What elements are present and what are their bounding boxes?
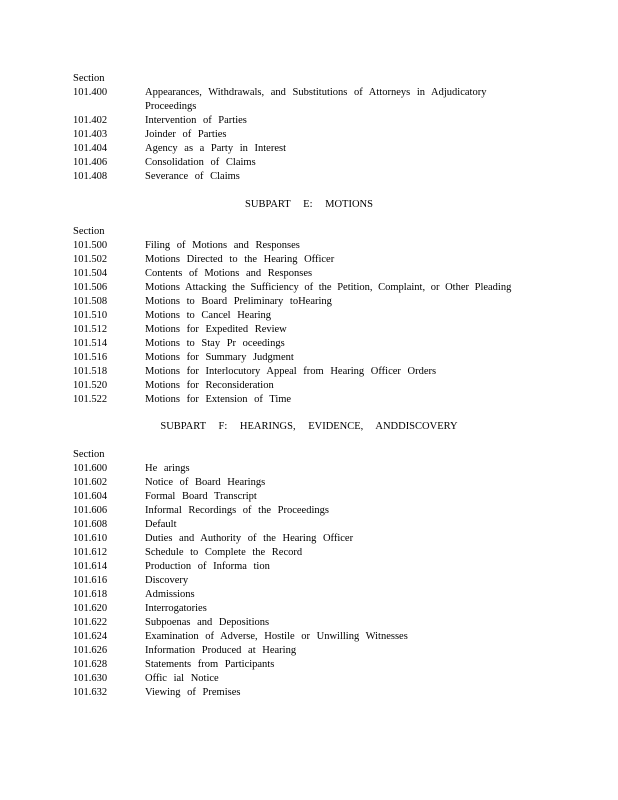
list-item [73,142,543,156]
section-title: Subpoenas and Depositions [145,617,270,628]
list-item [73,128,543,142]
section-title: Motions for Interlocutory Appeal from Hearing Officer Orders [145,366,437,377]
list-item [73,658,543,672]
section-title: Motions to Board Preliminary toHearing [145,296,332,307]
section-number: 101.518 [73,366,108,377]
list-item [73,588,543,602]
section-column-label: Section [73,449,105,460]
section-title: Interrogatories [145,603,207,614]
section-number: 101.614 [73,561,108,572]
section-title: Motions Attacking the Sufficiency of the Petition, Complaint, or Other Pleading [145,282,512,293]
section-number: 101.522 [73,394,108,405]
section-number: 101.408 [73,171,108,182]
section-number: 101.514 [73,338,108,349]
section-title: Joinder of Parties [145,129,227,140]
section-number: 101.512 [73,324,108,335]
section-number: 101.520 [73,380,108,391]
list-item [73,156,543,170]
section-title: Admissions [145,589,195,600]
section-number: 101.616 [73,575,108,586]
section-title: He arings [145,463,190,474]
section-number: 101.618 [73,589,108,600]
section-number: 101.602 [73,477,108,488]
section-number: 101.624 [73,631,108,642]
section-title: Offic ial Notice [145,673,219,684]
section-title: Production of Informa tion [145,561,270,572]
section-title: Examination of Adverse, Hostile or Unwilling Witnesses [145,631,408,642]
section-title: Motions to Stay Pr oceedings [145,338,285,349]
section-number: 101.604 [73,491,108,502]
list-item [73,532,543,546]
section-title: Motions for Expedited Review [145,324,287,335]
section-number: 101.403 [73,129,108,140]
list-item [73,253,543,267]
list-item [73,504,543,518]
section-list-part1 [73,72,543,184]
list-item [73,323,543,337]
list-item [73,295,543,309]
list-item [73,365,543,379]
section-number: 101.600 [73,463,108,474]
list-item [73,351,543,365]
section-title: Filing of Motions and Responses [145,240,300,251]
section-number: 101.612 [73,547,108,558]
list-item [73,267,543,281]
list-item [73,476,543,490]
list-item [73,616,543,630]
section-title: Notice of Board Hearings [145,477,266,488]
section-number: 101.508 [73,296,108,307]
section-number: 101.404 [73,143,108,154]
section-title: Discovery [145,575,189,586]
list-item [73,393,543,407]
list-item [73,170,543,184]
section-title: Motions to Cancel Hearing [145,310,272,321]
list-item [73,337,543,351]
list-item [73,281,543,295]
section-number: 101.630 [73,673,108,684]
section-number: 101.622 [73,617,108,628]
list-item [73,574,543,588]
section-number: 101.406 [73,157,108,168]
section-number: 101.608 [73,519,108,530]
list-item [73,114,543,128]
section-number: 101.606 [73,505,108,516]
section-column-label: Section [73,226,105,237]
list-item [73,546,543,560]
section-title: Intervention of Parties [145,115,247,126]
section-title: Motions for Reconsideration [145,380,274,391]
section-number: 101.504 [73,268,108,279]
section-title: Consolidation of Claims [145,157,256,168]
section-title: Informal Recordings of the Proceedings [145,505,329,516]
list-item [73,462,543,476]
list-item [73,630,543,644]
list-item [73,602,543,616]
section-number: 101.506 [73,282,108,293]
list-item [73,672,543,686]
section-number: 101.628 [73,659,108,670]
section-title: Information Produced at Hearing [145,645,297,656]
list-item [73,239,543,253]
section-number: 101.510 [73,310,108,321]
list-item [73,490,543,504]
section-number: 101.626 [73,645,108,656]
section-number: 101.632 [73,687,108,698]
section-number: 101.610 [73,533,108,544]
section-number: 101.620 [73,603,108,614]
section-title: Severance of Claims [145,171,240,182]
section-number: 101.502 [73,254,108,265]
section-number: 101.402 [73,115,108,126]
section-title: Statements from Participants [145,659,275,670]
section-number: 101.516 [73,352,108,363]
section-title: Viewing of Premises [145,687,241,698]
section-title: Agency as a Party in Interest [145,143,287,154]
list-item [73,309,543,323]
list-item [73,86,543,114]
list-item [73,644,543,658]
section-title: Motions for Summary Judgment [145,352,294,363]
section-title: Formal Board Transcript [145,491,257,502]
list-item [73,560,543,574]
section-title: Duties and Authority of the Hearing Officer [145,533,354,544]
subpart-e-heading: SUBPART E: MOTIONS [245,199,373,210]
section-title: Default [145,519,177,530]
section-title: Contents of Motions and Responses [145,268,313,279]
section-number: 101.500 [73,240,108,251]
list-item [73,379,543,393]
section-title: Schedule to Complete the Record [145,547,303,558]
section-title: Motions Directed to the Hearing Officer [145,254,335,265]
section-list-subpart-f [73,448,543,700]
section-title: Appearances, Withdrawals, and Substitutions of Attorneys in Adjudicatory Proceedings [145,87,487,112]
subpart-f-heading: SUBPART F: HEARINGS, EVIDENCE, ANDDISCOVERY [160,421,458,432]
section-column-label: Section [73,73,105,84]
section-number: 101.400 [73,87,108,98]
section-list-subpart-e [73,225,543,407]
list-item [73,518,543,532]
list-item [73,686,543,700]
section-title: Motions for Extension of Time [145,394,292,405]
